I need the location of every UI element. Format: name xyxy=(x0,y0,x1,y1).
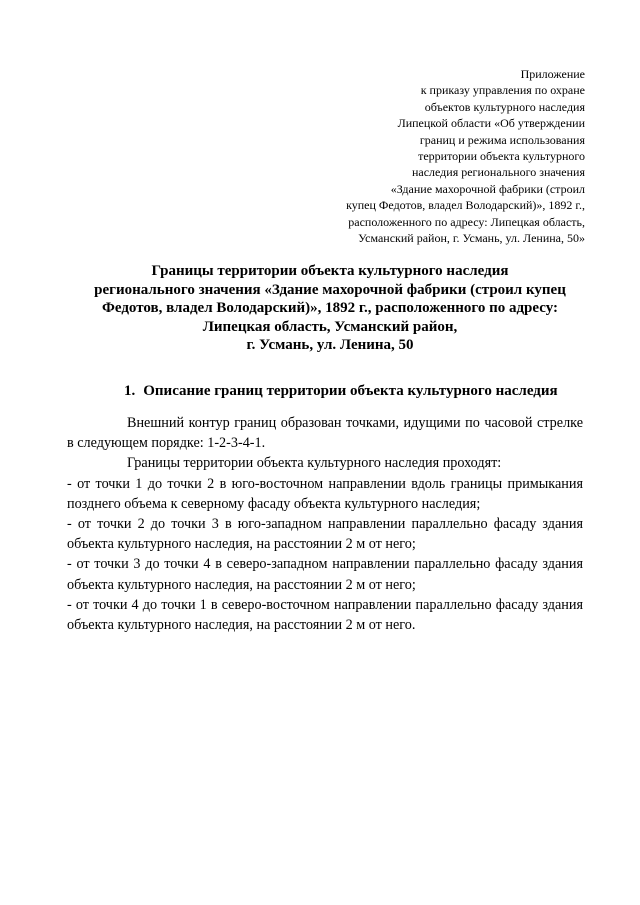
appendix-line: объектов культурного наследия xyxy=(424,99,585,114)
appendix-header xyxy=(285,66,585,246)
section-heading-text: Описание границ территории объекта культурного наследия xyxy=(143,383,558,399)
appendix-line: Усманский район, г. Усмань, ул. Ленина, 50» xyxy=(358,231,585,246)
section-number: 1. xyxy=(124,383,136,399)
appendix-line: территории объекта культурного xyxy=(418,149,585,164)
appendix-line: купец Федотов, владел Володарский)», 1892 г., xyxy=(346,198,585,213)
title-line: регионального значения «Здание махорочной фабрики (строил купец xyxy=(94,281,566,298)
title-line: г. Усмань, ул. Ленина, 50 xyxy=(246,337,414,353)
appendix-line: наследия регионального значения xyxy=(411,165,585,180)
section-heading xyxy=(124,382,558,400)
appendix-line: расположенного по адресу: Липецкая область, xyxy=(348,214,585,229)
title-line: Федотов, владел Володарский)», 1892 г., расположенного по адресу: xyxy=(102,300,558,316)
boundary-item-3-4: - от точки 3 до точки 4 в северо-западном направлении параллельно фасаду здания объекта культурного наследия, на расстоянии 2 м от него; xyxy=(67,556,583,593)
boundary-item-1-2: - от точки 1 до точки 2 в юго-восточном направлении вдоль границы примыкания позднего объема к северному фасаду объекта культурного наследия; xyxy=(67,475,583,512)
body-text xyxy=(67,413,583,635)
title-line: Границы территории объекта культурного наследия xyxy=(151,263,509,279)
paragraph-boundaries-intro: Границы территории объекта культурного наследия проходят: xyxy=(127,455,502,472)
boundary-item-4-1: - от точки 4 до точки 1 в северо-восточном направлении параллельно фасаду здания объекта культурного наследия, на расстоянии 2 м от него. xyxy=(67,596,583,634)
paragraph-contour: Внешний контур границ образован точками, идущими по часовой стрелке в следующем порядке: 1-2-3-4-1. xyxy=(67,415,583,452)
appendix-line: Липецкой области «Об утверждении xyxy=(397,116,585,131)
boundary-item-2-3: - от точки 2 до точки 3 в юго-западном направлении параллельно фасаду здания объекта культурного наследия, на расстоянии 2 м от него; xyxy=(67,516,583,553)
title-line: Липецкая область, Усманский район, xyxy=(202,318,458,335)
document-title xyxy=(80,262,580,355)
appendix-line: к приказу управления по охране xyxy=(420,83,585,98)
appendix-line: границ и режима использования xyxy=(419,132,585,147)
appendix-line: Приложение xyxy=(520,67,585,81)
appendix-line: «Здание махорочной фабрики (строил xyxy=(390,181,585,196)
